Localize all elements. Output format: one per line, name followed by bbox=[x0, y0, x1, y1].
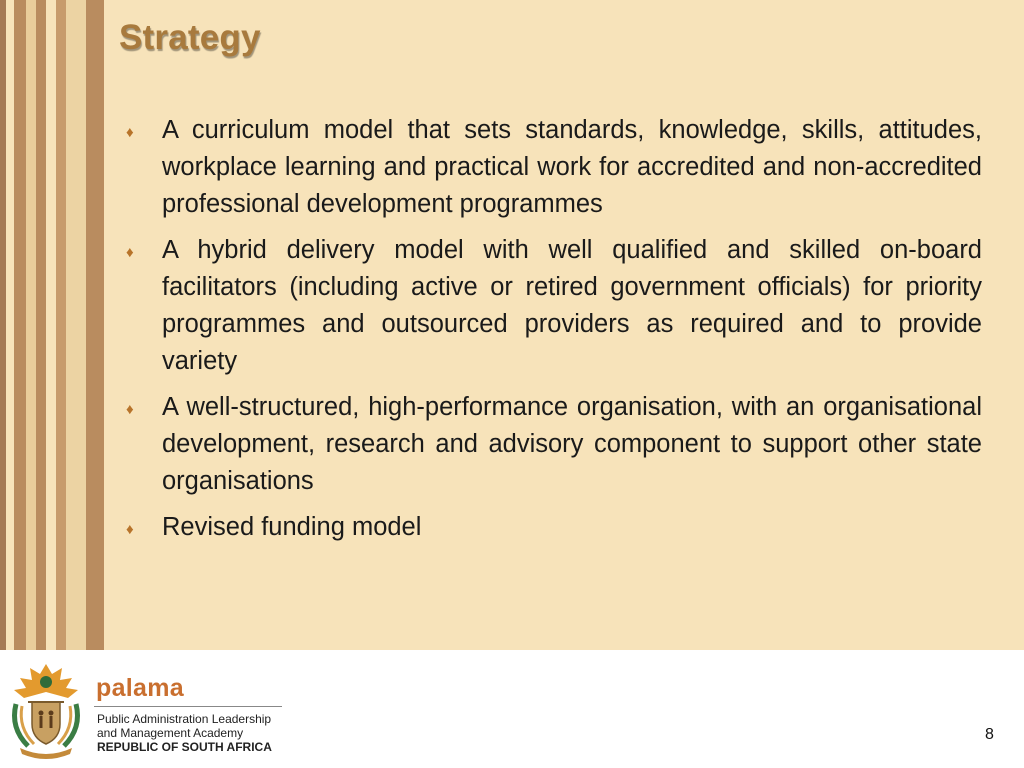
decorative-stripe bbox=[56, 0, 66, 650]
slide-title: Strategy bbox=[119, 18, 261, 57]
diamond-bullet-icon: ♦ bbox=[126, 244, 134, 261]
decorative-stripe bbox=[86, 0, 104, 650]
brand-name: palama bbox=[96, 674, 184, 702]
bullet-item bbox=[124, 389, 982, 500]
bullet-item bbox=[124, 112, 982, 223]
bullet-text: A curriculum model that sets standards, knowledge, skills, attitudes, workplace learning and practical work for accredited and non-accredited professional development programmes bbox=[162, 116, 982, 218]
bullet-item bbox=[124, 232, 982, 380]
coat-of-arms-icon bbox=[6, 658, 86, 762]
brand-subtitle-line: and Management Academy bbox=[97, 726, 244, 740]
decorative-stripe bbox=[26, 0, 36, 650]
page-number: 8 bbox=[985, 726, 994, 743]
decorative-stripe bbox=[66, 0, 86, 650]
diamond-bullet-icon: ♦ bbox=[126, 521, 134, 538]
diamond-bullet-icon: ♦ bbox=[126, 401, 134, 418]
diamond-bullet-icon: ♦ bbox=[126, 124, 134, 141]
bullet-list bbox=[124, 112, 982, 555]
bullet-text: Revised funding model bbox=[162, 513, 422, 541]
bullet-item bbox=[124, 509, 982, 546]
decorative-stripe bbox=[0, 0, 6, 650]
decorative-stripe bbox=[36, 0, 46, 650]
brand-divider bbox=[94, 706, 282, 707]
brand-country-line: REPUBLIC OF SOUTH AFRICA bbox=[97, 740, 272, 754]
bullet-text: A hybrid delivery model with well qualified and skilled on-board facilitators (including active or retired government officials) for priority programmes and outsourced providers as required and to provide variety bbox=[162, 236, 982, 375]
bullet-text: A well-structured, high-performance organisation, with an organisational development, research and advisory component to support other state organisations bbox=[162, 393, 982, 495]
brand-subtitle-line: Public Administration Leadership bbox=[97, 712, 272, 726]
decorative-stripe bbox=[14, 0, 26, 650]
